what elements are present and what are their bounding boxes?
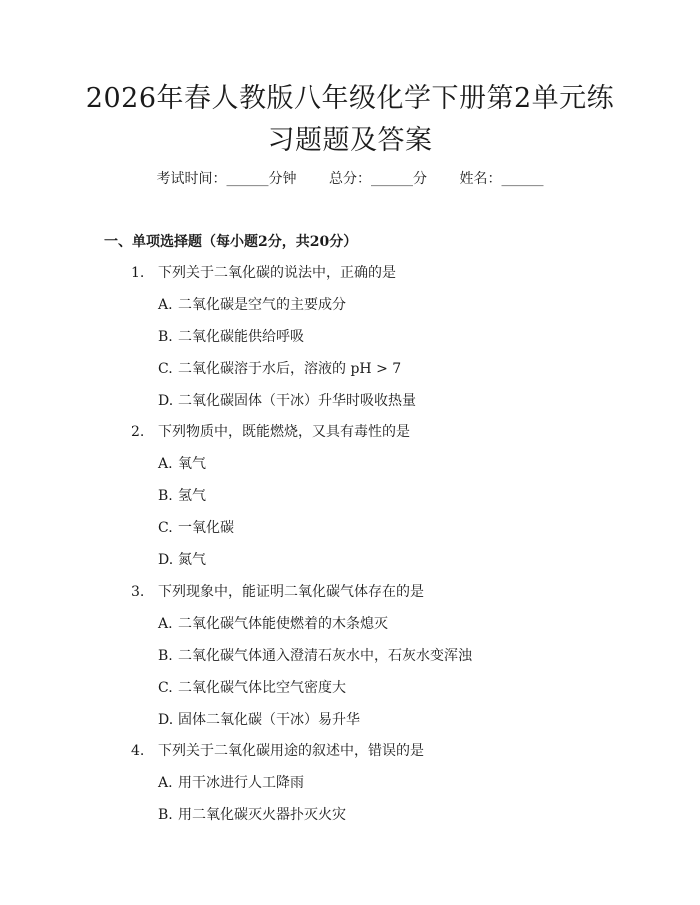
option-text: 氮气	[178, 552, 206, 568]
question-2	[131, 421, 410, 441]
title-line-2: 习题题及答案	[267, 125, 433, 156]
question-1	[131, 262, 396, 282]
option	[158, 326, 304, 346]
option-text: 用二氧化碳灭火器扑灭火灾	[178, 807, 346, 823]
question-3	[131, 581, 424, 601]
option-label: D.	[158, 712, 174, 728]
question-number: 1.	[131, 265, 145, 281]
question-4	[131, 740, 424, 760]
total-score: 总分：______分	[329, 171, 427, 187]
question-number: 2.	[131, 424, 145, 440]
option-text: 二氧化碳是空气的主要成分	[178, 297, 346, 313]
option-text: 二氧化碳气体通入澄清石灰水中，石灰水变浑浊	[178, 648, 472, 664]
option-text: 氢气	[178, 488, 206, 504]
option-label: D.	[158, 393, 174, 409]
option-text: 二氧化碳气体能使燃着的木条熄灭	[178, 616, 388, 632]
question-number: 4.	[131, 743, 145, 759]
option	[158, 677, 346, 697]
question-text: 下列关于二氧化碳用途的叙述中，错误的是	[158, 743, 424, 759]
option	[158, 390, 416, 410]
option-label: A.	[158, 456, 173, 472]
option-label: B.	[158, 488, 173, 504]
option	[158, 709, 360, 729]
option	[158, 453, 206, 473]
option-label: B.	[158, 807, 173, 823]
option-label: C.	[158, 361, 173, 377]
question-number: 3.	[131, 584, 145, 600]
section-heading: 一、单项选择题（每小题2分，共20分）	[104, 234, 358, 250]
title-line-1: 2026年春人教版八年级化学下册第2单元练	[85, 83, 615, 114]
option-label: A.	[158, 616, 173, 632]
student-name: 姓名：______	[459, 171, 544, 187]
exam-time: 考试时间：______分钟	[156, 171, 297, 187]
option-text: 氧气	[178, 456, 206, 472]
option	[158, 294, 346, 314]
exam-info	[0, 168, 700, 188]
option-label: A.	[158, 297, 173, 313]
question-text: 下列物质中，既能燃烧，又具有毒性的是	[158, 424, 410, 440]
option-label: C.	[158, 680, 173, 696]
question-text: 下列现象中，能证明二氧化碳气体存在的是	[158, 584, 424, 600]
question-text: 下列关于二氧化碳的说法中，正确的是	[158, 265, 396, 281]
option-text: 二氧化碳气体比空气密度大	[178, 680, 346, 696]
option-text: 一氧化碳	[178, 520, 234, 536]
option-text: 二氧化碳固体（干冰）升华时吸收热量	[178, 393, 416, 409]
option-label: B.	[158, 648, 173, 664]
option	[158, 485, 206, 505]
option-text: 二氧化碳能供给呼吸	[178, 329, 304, 345]
option	[158, 804, 346, 824]
option	[158, 613, 388, 633]
option-label: A.	[158, 775, 173, 791]
option-text: 二氧化碳溶于水后，溶液的 pH > 7	[178, 361, 402, 377]
option	[158, 517, 234, 537]
option	[158, 772, 304, 792]
option-label: B.	[158, 329, 173, 345]
option-label: C.	[158, 520, 173, 536]
option	[158, 358, 401, 378]
document-title	[70, 78, 630, 162]
option-label: D.	[158, 552, 174, 568]
option-text: 固体二氧化碳（干冰）易升华	[178, 712, 360, 728]
option	[158, 549, 206, 569]
option	[158, 645, 472, 665]
option-text: 用干冰进行人工降雨	[178, 775, 304, 791]
